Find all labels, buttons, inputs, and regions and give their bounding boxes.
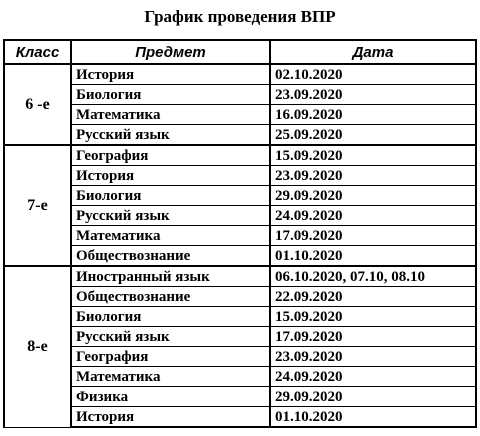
header-subject: Предмет [71, 40, 270, 64]
subject-cell: Биология [71, 186, 270, 206]
table-row [4, 166, 476, 186]
table-row [4, 347, 476, 367]
table-row [4, 387, 476, 407]
table-row [4, 367, 476, 387]
subject-cell: Обществознание [71, 246, 270, 267]
table-row [4, 246, 476, 267]
subject-cell: Обществознание [71, 287, 270, 307]
table-header [4, 40, 476, 64]
class-cell: 7-е [4, 145, 71, 266]
table-row [4, 85, 476, 105]
table-row [4, 226, 476, 246]
class-cell: 8-е [4, 266, 71, 427]
subject-cell: Иностранный язык [71, 266, 270, 287]
date-cell: 25.09.2020 [270, 125, 476, 146]
date-cell: 22.09.2020 [270, 287, 476, 307]
date-cell: 29.09.2020 [270, 387, 476, 407]
subject-cell: Русский язык [71, 125, 270, 146]
page-title: График проведения ВПР [144, 7, 336, 26]
header-class: Класс [4, 40, 71, 64]
subject-cell: География [71, 347, 270, 367]
subject-cell: География [71, 145, 270, 166]
table-row [4, 64, 476, 85]
subject-cell: Математика [71, 367, 270, 387]
table-row [4, 407, 476, 428]
class-cell: 6 -е [4, 64, 71, 145]
header-row [4, 40, 476, 64]
table-row [4, 266, 476, 287]
table-row [4, 206, 476, 226]
subject-cell: История [71, 407, 270, 428]
vpr-schedule-table [3, 39, 477, 428]
date-cell: 24.09.2020 [270, 367, 476, 387]
date-cell: 23.09.2020 [270, 166, 476, 186]
subject-cell: История [71, 64, 270, 85]
table-row [4, 145, 476, 166]
subject-cell: Русский язык [71, 327, 270, 347]
subject-cell: История [71, 166, 270, 186]
date-cell: 01.10.2020 [270, 246, 476, 267]
date-cell: 02.10.2020 [270, 64, 476, 85]
date-cell: 23.09.2020 [270, 85, 476, 105]
date-cell: 01.10.2020 [270, 407, 476, 428]
table-body [4, 64, 476, 427]
table-row [4, 125, 476, 146]
header-date: Дата [270, 40, 476, 64]
date-cell: 15.09.2020 [270, 145, 476, 166]
subject-cell: Биология [71, 307, 270, 327]
subject-cell: Математика [71, 226, 270, 246]
date-cell: 17.09.2020 [270, 226, 476, 246]
date-cell: 17.09.2020 [270, 327, 476, 347]
date-cell: 29.09.2020 [270, 186, 476, 206]
table-row [4, 327, 476, 347]
subject-cell: Математика [71, 105, 270, 125]
table-row [4, 307, 476, 327]
date-cell: 24.09.2020 [270, 206, 476, 226]
table-row [4, 287, 476, 307]
date-cell: 23.09.2020 [270, 347, 476, 367]
table-row [4, 105, 476, 125]
date-cell: 06.10.2020, 07.10, 08.10 [270, 266, 476, 287]
date-cell: 15.09.2020 [270, 307, 476, 327]
subject-cell: Физика [71, 387, 270, 407]
date-cell: 16.09.2020 [270, 105, 476, 125]
table-row [4, 186, 476, 206]
subject-cell: Биология [71, 85, 270, 105]
subject-cell: Русский язык [71, 206, 270, 226]
